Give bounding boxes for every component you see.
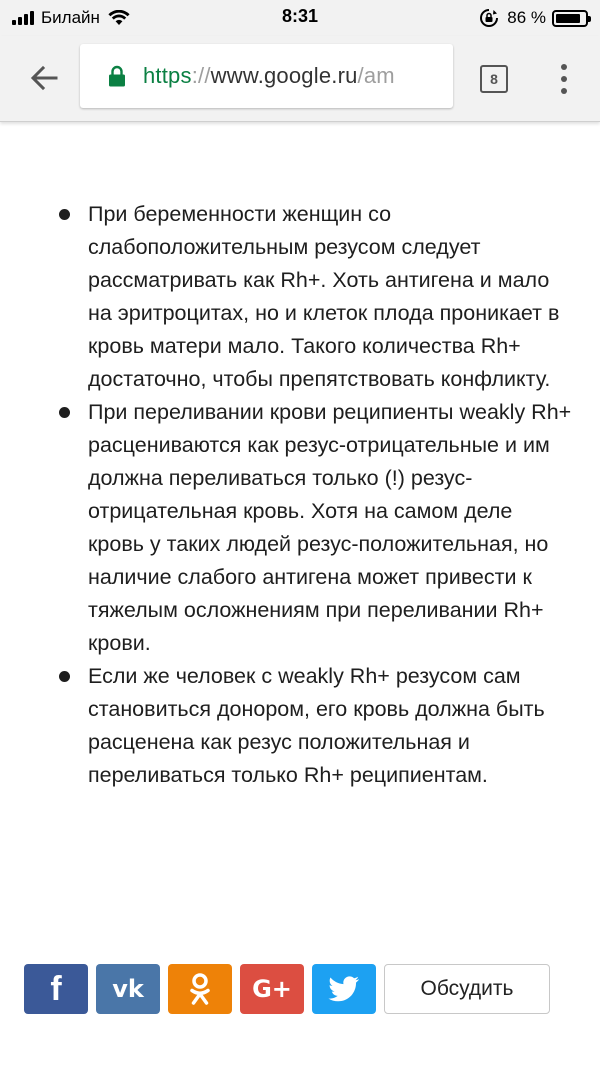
url-text	[143, 63, 395, 89]
discuss-button[interactable]	[384, 964, 550, 1014]
list-item-text: При переливании крови реципиенты weakly Rh+ расцениваются как резус-отрицательные и им должна переливаться только (!) резус-отрицательная кровь. Хотя на самом деле кровь у таких людей резус-положительная, но наличие слабого антигена может привести к тяжелым осложнениям при переливании Rh+ крови.	[88, 400, 572, 655]
battery-fill	[556, 14, 580, 23]
twitter-icon	[328, 976, 360, 1002]
more-vert-dot	[561, 88, 567, 94]
cell-signal-icon	[12, 11, 34, 25]
url-path: /am	[357, 63, 395, 88]
list-item-text: Если же человек с weakly Rh+ резусом сам становиться донором, его кровь должна быть расценена как резус положительная и переливаться только Rh+ реципиентам.	[88, 664, 545, 787]
battery-icon	[552, 10, 588, 27]
share-bar	[24, 964, 550, 1014]
more-vert-dot	[561, 76, 567, 82]
more-vert-icon	[561, 64, 567, 70]
share-twitter-button[interactable]	[312, 964, 376, 1014]
arrow-left-icon	[30, 65, 58, 91]
overflow-menu-button[interactable]	[552, 60, 576, 98]
share-vk-button[interactable]	[96, 964, 160, 1014]
share-google-plus-button[interactable]	[240, 964, 304, 1014]
discuss-button-label: Обсудить	[420, 977, 514, 1000]
bullet-icon	[59, 671, 70, 682]
list-item	[0, 396, 600, 660]
url-host: www.google.ru	[210, 63, 358, 88]
browser-toolbar	[0, 36, 600, 122]
carrier-name: Билайн	[41, 8, 100, 27]
bullet-list	[0, 198, 600, 792]
bullet-icon	[59, 209, 70, 220]
vk-icon: vk	[112, 975, 144, 1003]
url-separator: ://	[191, 63, 211, 88]
facebook-icon: f	[50, 969, 62, 1008]
share-facebook-button[interactable]	[24, 964, 88, 1014]
article-content	[0, 198, 600, 792]
list-item-text: При беременности женщин со слабоположительным резусом следует рассматривать как Rh+. Хоть антигена и мало на эритроцитах, но и клеток плода проникает в кровь матери мало. Такого количества Rh+ достаточно, чтобы препятствовать конфликту.	[88, 202, 560, 391]
clock: 8:31	[281, 6, 319, 26]
status-right	[479, 6, 588, 30]
rotation-lock-icon	[479, 8, 499, 28]
wifi-icon	[108, 10, 130, 26]
bullet-icon	[59, 407, 70, 418]
share-odnoklassniki-button[interactable]	[168, 964, 232, 1014]
tab-count: 8	[490, 71, 498, 87]
google-plus-icon: G+	[252, 975, 292, 1003]
battery-percent: 86 %	[507, 8, 546, 27]
status-bar	[0, 0, 600, 36]
back-button[interactable]	[18, 56, 70, 100]
tab-switcher-button[interactable]	[480, 65, 508, 93]
status-left	[12, 6, 130, 30]
url-scheme: https	[143, 63, 192, 88]
list-item	[0, 198, 600, 396]
address-bar[interactable]	[80, 44, 453, 108]
list-item	[0, 660, 600, 792]
lock-icon	[108, 65, 126, 87]
odnoklassniki-icon	[189, 972, 211, 1006]
